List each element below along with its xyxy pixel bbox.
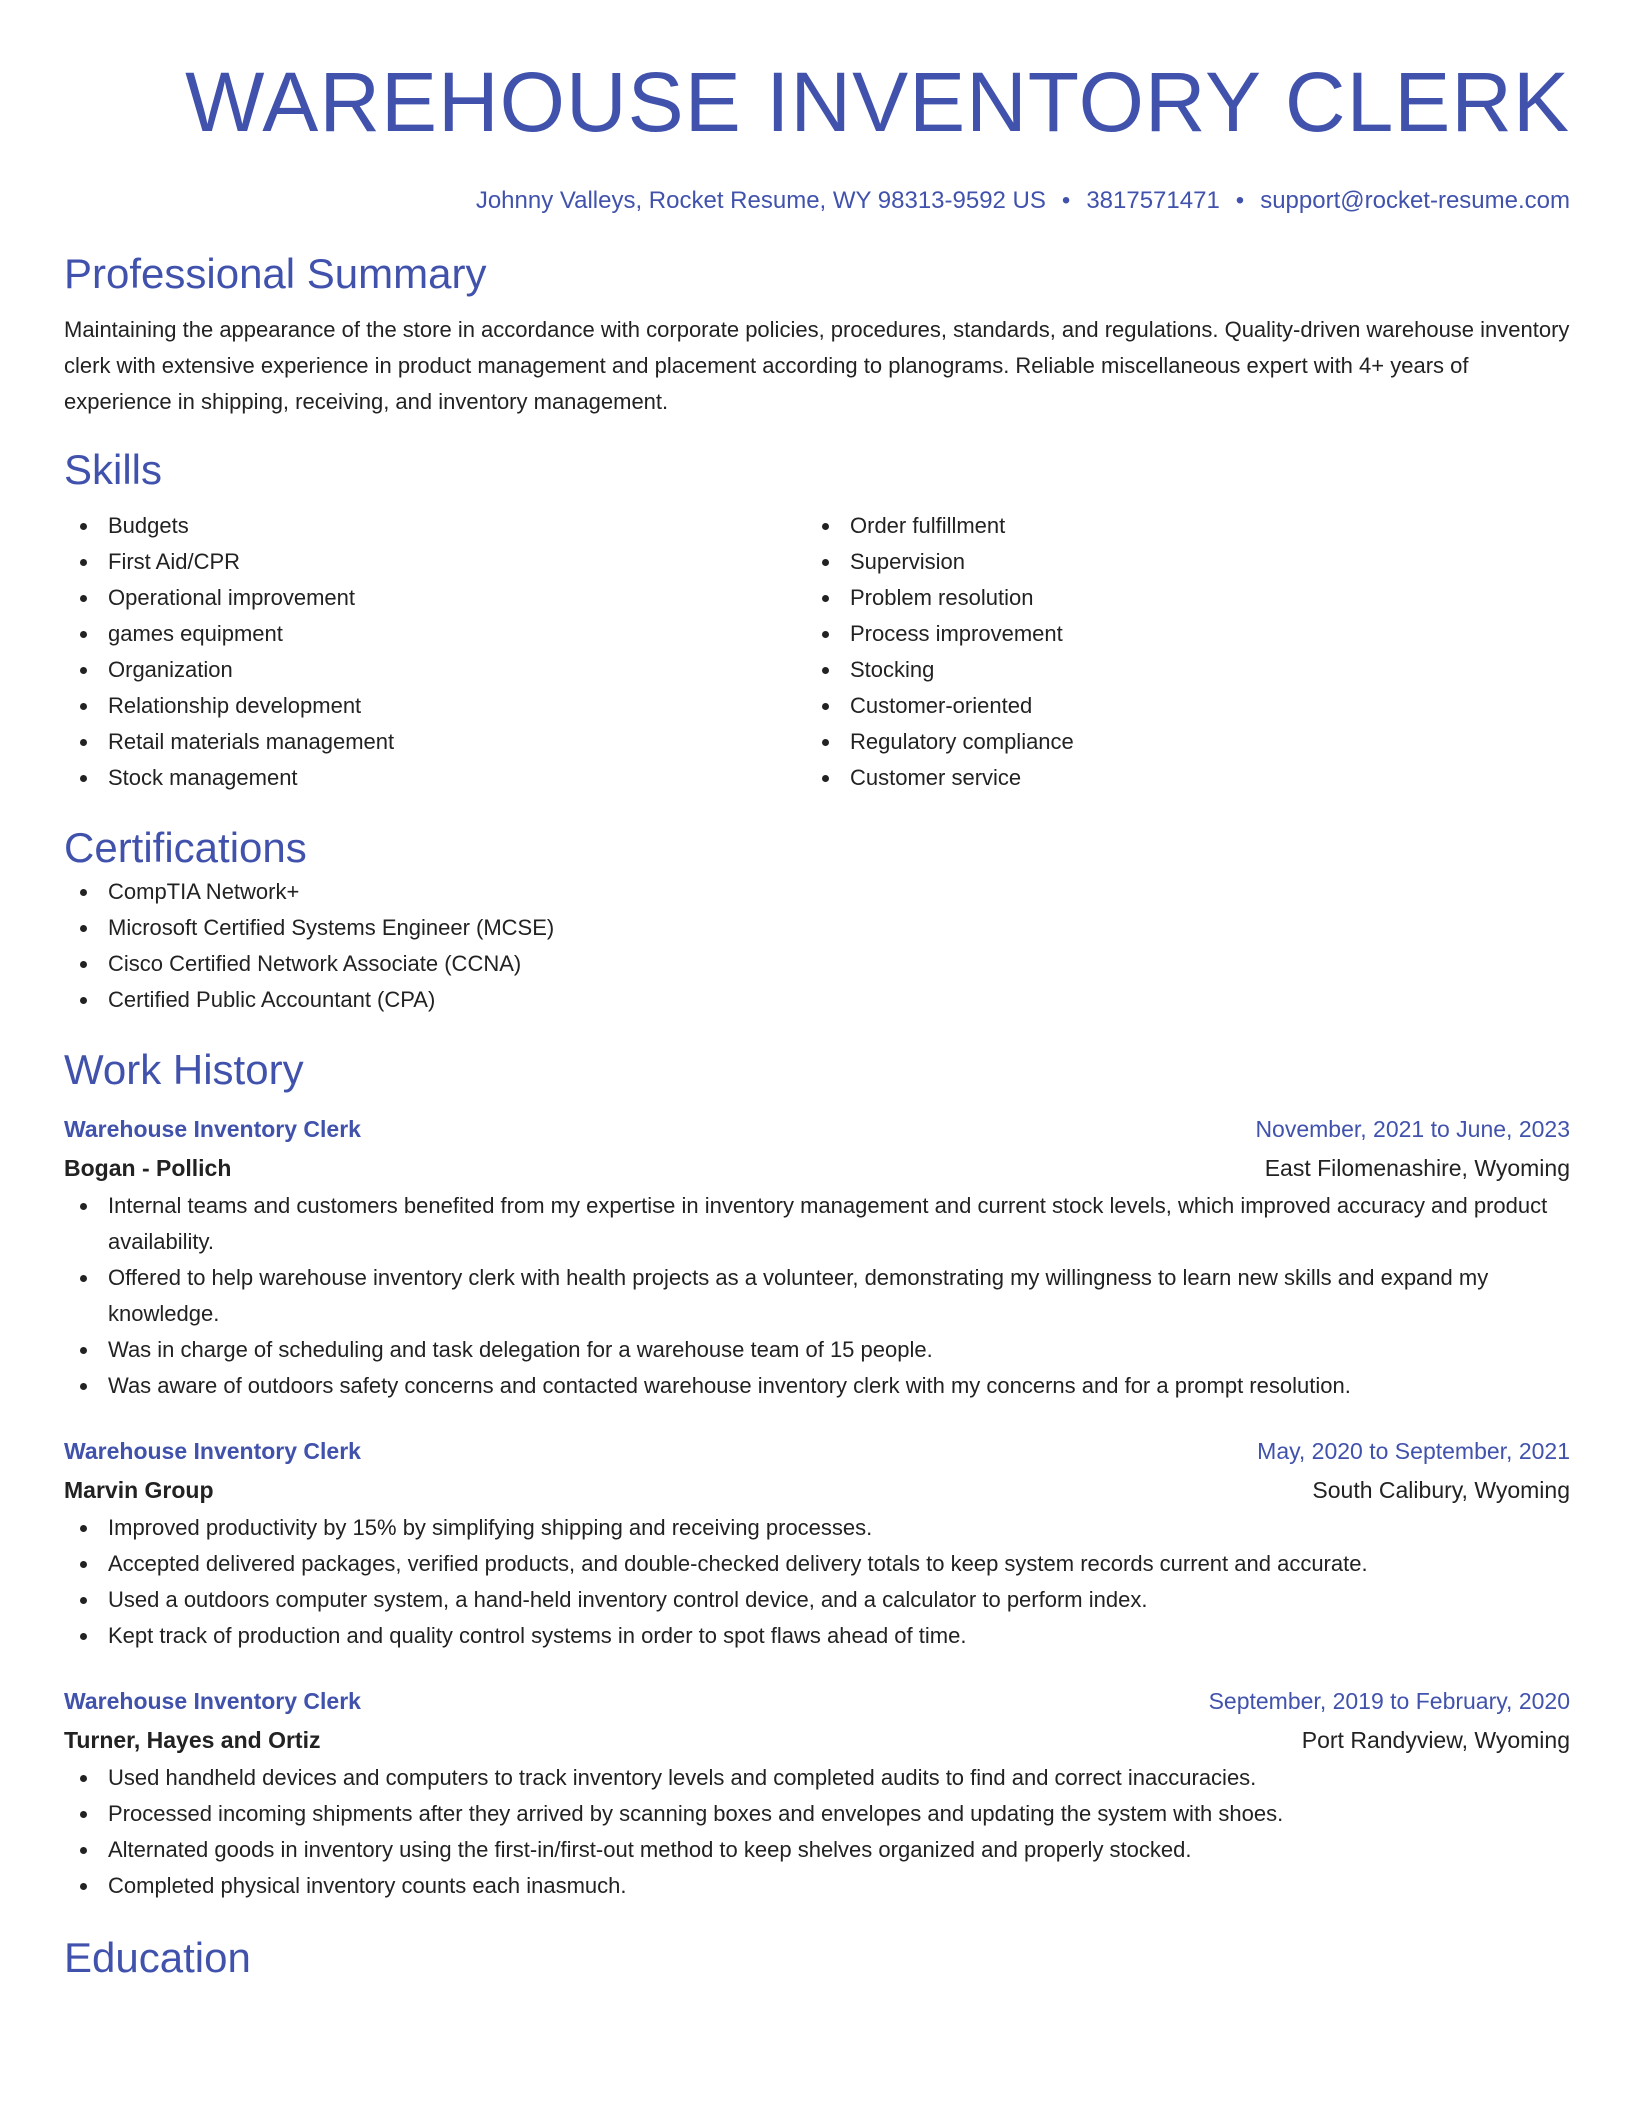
section-heading-skills: Skills [64, 446, 163, 493]
contact-separator: • [1061, 187, 1071, 214]
skill-item: games equipment [64, 616, 806, 652]
skills-section [64, 444, 1570, 796]
job-location: South Calibury, Wyoming [1312, 1477, 1570, 1503]
contact-line [64, 186, 1570, 216]
job-bullet: Offered to help warehouse inventory clerk with health projects as a volunteer, demonstrating my willingness to learn new skills and expand my knowledge. [64, 1260, 1570, 1332]
job-location: East Filomenashire, Wyoming [1264, 1155, 1570, 1181]
job-bullet: Was in charge of scheduling and task delegation for a warehouse team of 15 people. [64, 1332, 1570, 1368]
skill-item: Operational improvement [64, 580, 806, 616]
job-entry [64, 1682, 1570, 1904]
job-bullet: Used handheld devices and computers to track inventory levels and completed audits to find and correct inaccuracies. [64, 1760, 1570, 1796]
skill-item: Supervision [806, 544, 1548, 580]
skill-item: Stocking [806, 652, 1548, 688]
skills-grid [64, 508, 1570, 796]
job-title: Warehouse Inventory Clerk [64, 1688, 361, 1714]
job-bullet: Was aware of outdoors safety concerns and contacted warehouse inventory clerk with my concerns and for a prompt resolution. [64, 1368, 1570, 1404]
skill-item: Customer service [806, 760, 1548, 796]
skill-item: Customer-oriented [806, 688, 1548, 724]
skill-item: Relationship development [64, 688, 806, 724]
skill-item: Problem resolution [806, 580, 1548, 616]
skill-item: Process improvement [806, 616, 1548, 652]
skill-item: Regulatory compliance [806, 724, 1548, 760]
contact-address: Johnny Valleys, Rocket Resume, WY 98313-9592 US [475, 187, 1046, 214]
job-bullet: Alternated goods in inventory using the first-in/first-out method to keep shelves organized and properly stocked. [64, 1832, 1570, 1868]
skill-item: Order fulfillment [806, 508, 1548, 544]
job-bullets [64, 1188, 1570, 1404]
skills-list-right [806, 508, 1548, 796]
job-bullet: Accepted delivered packages, verified products, and double-checked delivery totals to keep system records current and accurate. [64, 1546, 1570, 1582]
job-bullets [64, 1760, 1570, 1904]
summary-text: Maintaining the appearance of the store in accordance with corporate policies, procedures, standards, and regulations. Quality-driven warehouse inventory clerk with extensive experience in product management and placement according to planograms. Reliable miscellaneous expert with 4+ years of experience in shipping, receiving, and inventory management. [64, 317, 1570, 414]
job-title-row [64, 1682, 1570, 1720]
job-dates: September, 2019 to February, 2020 [1208, 1688, 1570, 1714]
contact-phone[interactable]: 3817571471 [1086, 187, 1220, 214]
job-title: Warehouse Inventory Clerk [64, 1116, 361, 1142]
contact-separator: • [1235, 187, 1245, 214]
job-title-row [64, 1110, 1570, 1148]
education-section [64, 1932, 1570, 1984]
work-history-section [64, 1044, 1570, 1904]
job-location: Port Randyview, Wyoming [1301, 1727, 1570, 1753]
skills-column-right [806, 508, 1548, 796]
job-company-row [64, 1470, 1570, 1510]
section-heading-work-history: Work History [64, 1046, 304, 1093]
skill-item: Organization [64, 652, 806, 688]
skill-item: First Aid/CPR [64, 544, 806, 580]
job-company-row [64, 1148, 1570, 1188]
certification-item: Certified Public Accountant (CPA) [64, 982, 1570, 1018]
job-title-heading: WAREHOUSE INVENTORY CLERK [185, 55, 1570, 149]
section-heading-certifications: Certifications [64, 824, 307, 871]
job-company: Marvin Group [64, 1477, 214, 1503]
job-entry [64, 1110, 1570, 1404]
section-heading-education: Education [64, 1934, 251, 1981]
job-bullets [64, 1510, 1570, 1654]
certification-item: CompTIA Network+ [64, 874, 1570, 910]
job-bullet: Processed incoming shipments after they arrived by scanning boxes and envelopes and updating the system with shoes. [64, 1796, 1570, 1832]
job-bullet: Used a outdoors computer system, a hand-held inventory control device, and a calculator to perform index. [64, 1582, 1570, 1618]
job-title-row [64, 1432, 1570, 1470]
section-heading-summary: Professional Summary [64, 250, 487, 297]
skill-item: Budgets [64, 508, 806, 544]
certifications-list [64, 874, 1570, 1018]
job-bullet: Kept track of production and quality control systems in order to spot flaws ahead of time. [64, 1618, 1570, 1654]
certifications-section [64, 822, 1570, 1018]
job-company: Turner, Hayes and Ortiz [64, 1727, 321, 1753]
job-bullet: Completed physical inventory counts each inasmuch. [64, 1868, 1570, 1904]
skills-column-left [64, 508, 806, 796]
job-bullet: Internal teams and customers benefited from my expertise in inventory management and current stock levels, which improved accuracy and product availability. [64, 1188, 1570, 1260]
job-bullet: Improved productivity by 15% by simplifying shipping and receiving processes. [64, 1510, 1570, 1546]
skill-item: Retail materials management [64, 724, 806, 760]
certification-item: Microsoft Certified Systems Engineer (MCSE) [64, 910, 1570, 946]
skills-list-left [64, 508, 806, 796]
resume-header [64, 52, 1570, 216]
certification-item: Cisco Certified Network Associate (CCNA) [64, 946, 1570, 982]
job-entry [64, 1432, 1570, 1654]
professional-summary-section [64, 248, 1570, 420]
job-company: Bogan - Pollich [64, 1155, 232, 1181]
job-company-row [64, 1720, 1570, 1760]
contact-email[interactable]: support@rocket-resume.com [1260, 187, 1570, 214]
skill-item: Stock management [64, 760, 806, 796]
job-dates: May, 2020 to September, 2021 [1257, 1438, 1570, 1464]
job-dates: November, 2021 to June, 2023 [1255, 1116, 1570, 1142]
job-title: Warehouse Inventory Clerk [64, 1438, 361, 1464]
